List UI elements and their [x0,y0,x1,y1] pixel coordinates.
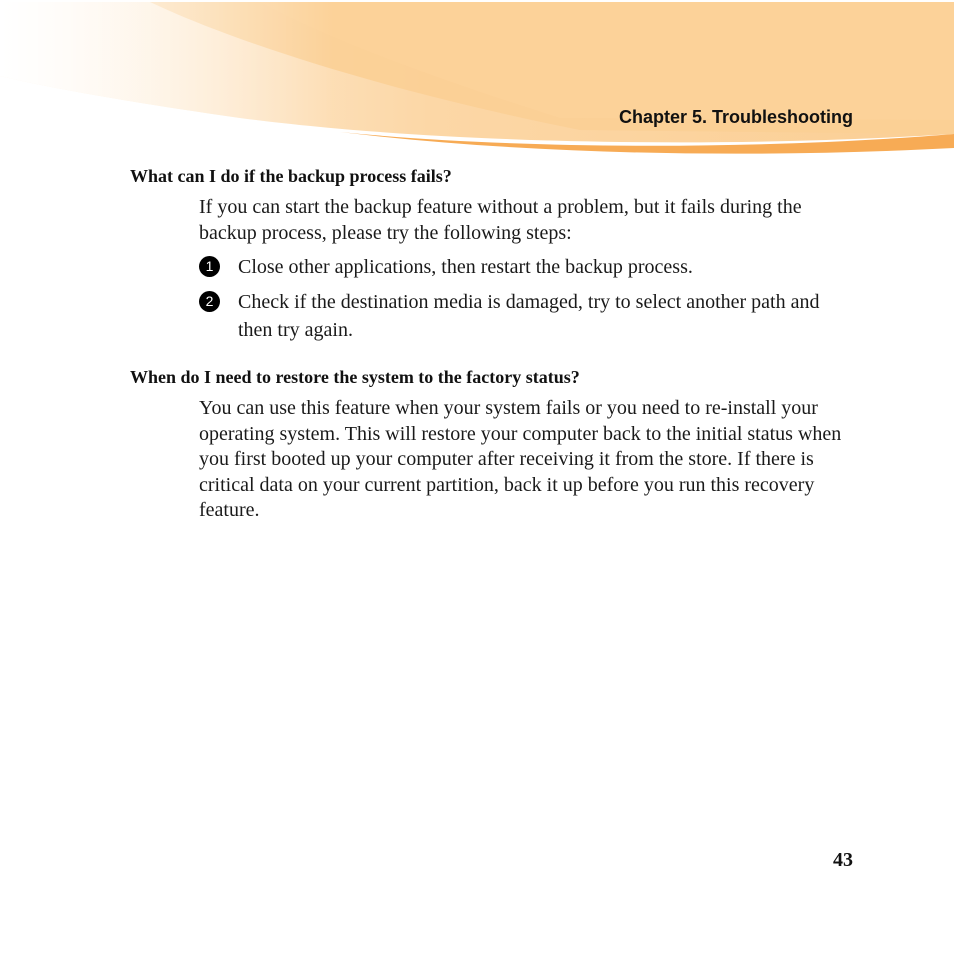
step-number-badge: 1 [199,256,220,277]
step-text: Close other applications, then restart the backup process. [238,256,693,278]
chapter-title: Chapter 5. Troubleshooting [618,107,853,127]
header-banner-decoration [0,0,954,160]
page-number: 43 [833,849,853,871]
step-number-badge: 2 [199,291,220,312]
factory-restore-paragraph: You can use this feature when your system fails or you need to re-install your operating system. This will restore your computer back to the initial status when you first booted up your computer after receiving it from the store. If there is critical data on your current partition, back it up before you run this recovery feature. [199,397,842,521]
section-heading-factory-restore: When do I need to restore the system to the factory status? [130,367,580,387]
backup-intro-paragraph: If you can start the backup feature without a problem, but it fails during the backup process, please try the following steps: [199,196,802,244]
step-text: Check if the destination media is damaged, try to select another path and then try again. [238,291,820,341]
section-heading-backup-fails: What can I do if the backup process fails? [130,166,452,186]
